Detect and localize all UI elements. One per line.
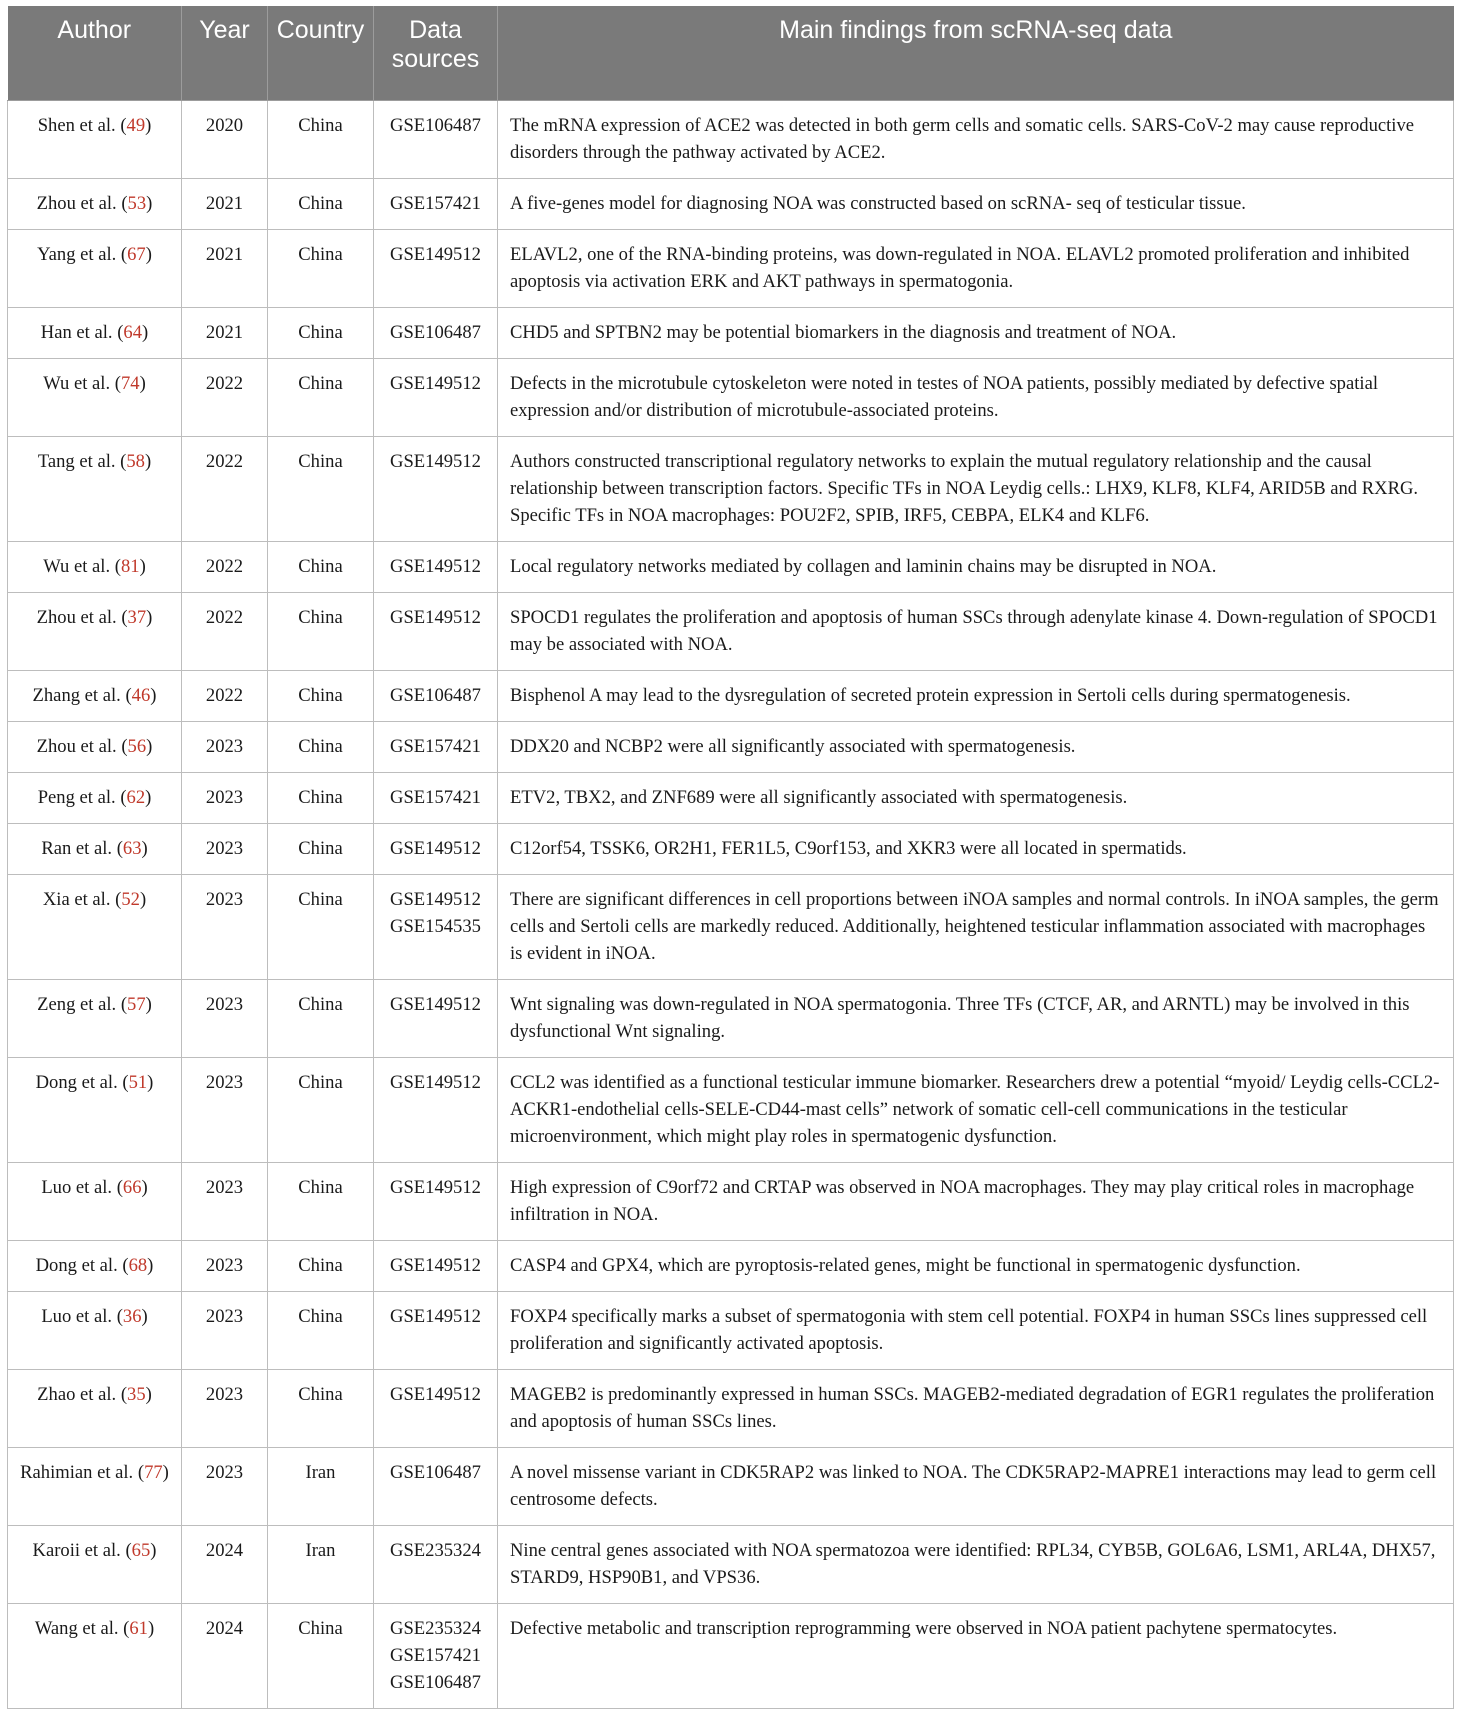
findings-cell: High expression of C9orf72 and CRTAP was observed in NOA macrophages. They may play critical roles in macrophage infiltration in NOA. <box>498 1163 1454 1241</box>
table-row <box>8 230 1454 308</box>
reference-link[interactable]: 56 <box>127 736 147 757</box>
findings-cell: There are significant differences in cell proportions between iNOA samples and normal controls. In iNOA samples, the germ cells and Sertoli cells are markedly reduced. Additionally, heightened testicular inflammation associated with macrophages is evident in iNOA. <box>498 875 1454 980</box>
author-cell: Rahimian et al. (77) <box>8 1448 182 1526</box>
data-source-id: GSE149512 <box>390 373 481 394</box>
findings-cell: FOXP4 specifically marks a subset of spermatogonia with stem cell potential. FOXP4 in human SSCs lines suppressed cell proliferation and significantly activated apoptosis. <box>498 1292 1454 1370</box>
data-sources-cell <box>374 437 498 542</box>
author-name: Zhou et al. <box>36 193 117 214</box>
author-name: Zhao et al. <box>37 1384 117 1405</box>
scrna-seq-findings-table <box>7 6 1454 1709</box>
author-name: Luo et al. <box>41 1177 113 1198</box>
year-cell: 2022 <box>182 671 268 722</box>
reference-link[interactable]: 53 <box>127 193 147 214</box>
header-main-findings: Main findings from scRNA-seq data <box>498 6 1454 101</box>
reference-link[interactable]: 63 <box>122 838 142 859</box>
reference-link[interactable]: 77 <box>144 1462 163 1483</box>
data-source-id: GSE149512 <box>390 556 481 577</box>
data-sources-cell <box>374 1292 498 1370</box>
year-cell: 2022 <box>182 542 268 593</box>
year-cell: 2023 <box>182 875 268 980</box>
reference-link[interactable]: 74 <box>120 373 140 394</box>
author-cell: Luo et al. (66) <box>8 1163 182 1241</box>
table-row <box>8 359 1454 437</box>
reference-link[interactable]: 68 <box>128 1255 148 1276</box>
reference-link[interactable]: 65 <box>131 1540 151 1561</box>
data-sources-cell <box>374 101 498 179</box>
findings-cell: ELAVL2, one of the RNA-binding proteins, was down-regulated in NOA. ELAVL2 promoted proliferation and inhibited apoptosis via activation ERK and AKT pathways in spermatogonia. <box>498 230 1454 308</box>
year-cell: 2023 <box>182 980 268 1058</box>
country-cell: China <box>268 1370 374 1448</box>
country-cell: Iran <box>268 1448 374 1526</box>
country-cell: China <box>268 1292 374 1370</box>
header-year: Year <box>182 6 268 101</box>
data-source-id: GSE106487 <box>390 1462 481 1483</box>
findings-cell: CHD5 and SPTBN2 may be potential biomarkers in the diagnosis and treatment of NOA. <box>498 308 1454 359</box>
country-cell: China <box>268 722 374 773</box>
table-row <box>8 437 1454 542</box>
author-name: Zhou et al. <box>36 736 117 757</box>
author-cell: Dong et al. (68) <box>8 1241 182 1292</box>
author-name: Dong et al. <box>35 1072 118 1093</box>
findings-cell: A five-genes model for diagnosing NOA was constructed based on scRNA- seq of testicular tissue. <box>498 179 1454 230</box>
author-cell: Tang et al. (58) <box>8 437 182 542</box>
author-cell: Zhou et al. (56) <box>8 722 182 773</box>
findings-cell: Bisphenol A may lead to the dysregulation of secreted protein expression in Sertoli cells during spermatogenesis. <box>498 671 1454 722</box>
table-row <box>8 1058 1454 1163</box>
year-cell: 2024 <box>182 1526 268 1604</box>
data-sources-cell <box>374 1370 498 1448</box>
data-sources-cell <box>374 593 498 671</box>
data-source-id: GSE149512 <box>390 889 481 910</box>
findings-cell: Local regulatory networks mediated by collagen and laminin chains may be disrupted in NOA. <box>498 542 1454 593</box>
country-cell: China <box>268 230 374 308</box>
country-cell: China <box>268 359 374 437</box>
header-author: Author <box>8 6 182 101</box>
author-cell: Zhao et al. (35) <box>8 1370 182 1448</box>
reference-link[interactable]: 35 <box>127 1384 146 1405</box>
data-source-id: GSE157421 <box>390 787 481 808</box>
author-name: Zhang et al. <box>32 685 121 706</box>
author-cell: Zhou et al. (37) <box>8 593 182 671</box>
reference-link[interactable]: 49 <box>126 115 146 136</box>
findings-cell: A novel missense variant in CDK5RAP2 was linked to NOA. The CDK5RAP2-MAPRE1 interactions may lead to germ cell centrosome defects. <box>498 1448 1454 1526</box>
year-cell: 2023 <box>182 1448 268 1526</box>
data-source-id: GSE149512 <box>390 994 481 1015</box>
author-name: Peng et al. <box>37 787 116 808</box>
data-source-id: GSE149512 <box>390 1177 481 1198</box>
author-name: Zhou et al. <box>36 607 117 628</box>
author-cell: Wu et al. (74) <box>8 359 182 437</box>
reference-link[interactable]: 67 <box>127 244 146 265</box>
data-sources-cell <box>374 1163 498 1241</box>
author-name: Wu et al. <box>43 373 111 394</box>
table-row <box>8 773 1454 824</box>
author-name: Ran et al. <box>41 838 113 859</box>
country-cell: China <box>268 1604 374 1709</box>
data-sources-cell <box>374 1604 498 1709</box>
author-cell: Zhang et al. (46) <box>8 671 182 722</box>
data-source-id: GSE235324 <box>390 1540 481 1561</box>
table-row <box>8 722 1454 773</box>
data-source-id: GSE149512 <box>390 1255 481 1276</box>
data-source-id: GSE154535 <box>390 916 481 937</box>
author-cell: Shen et al. (49) <box>8 101 182 179</box>
data-source-id: GSE157421 <box>390 1645 481 1666</box>
country-cell: China <box>268 593 374 671</box>
table-row <box>8 671 1454 722</box>
data-sources-cell <box>374 671 498 722</box>
header-data-sources: Data sources <box>374 6 498 101</box>
year-cell: 2024 <box>182 1604 268 1709</box>
country-cell: China <box>268 773 374 824</box>
reference-link[interactable]: 64 <box>123 322 142 343</box>
header-row <box>8 6 1454 101</box>
table-body <box>8 101 1454 1709</box>
country-cell: China <box>268 308 374 359</box>
author-cell: Ran et al. (63) <box>8 824 182 875</box>
findings-cell: C12orf54, TSSK6, OR2H1, FER1L5, C9orf153, and XKR3 were all located in spermatids. <box>498 824 1454 875</box>
table-row <box>8 1526 1454 1604</box>
year-cell: 2023 <box>182 773 268 824</box>
reference-link[interactable]: 37 <box>127 607 147 628</box>
year-cell: 2023 <box>182 1241 268 1292</box>
data-sources-cell <box>374 1526 498 1604</box>
year-cell: 2022 <box>182 359 268 437</box>
year-cell: 2022 <box>182 593 268 671</box>
year-cell: 2023 <box>182 1292 268 1370</box>
year-cell: 2020 <box>182 101 268 179</box>
country-cell: China <box>268 542 374 593</box>
reference-link[interactable]: 36 <box>122 1306 142 1327</box>
table-row <box>8 101 1454 179</box>
findings-cell: ETV2, TBX2, and ZNF689 were all significantly associated with spermatogenesis. <box>498 773 1454 824</box>
findings-cell: MAGEB2 is predominantly expressed in human SSCs. MAGEB2-mediated degradation of EGR1 regulates the proliferation and apoptosis of human SSCs lines. <box>498 1370 1454 1448</box>
data-sources-cell <box>374 875 498 980</box>
findings-cell: The mRNA expression of ACE2 was detected in both germ cells and somatic cells. SARS-CoV-2 may cause reproductive disorders through the pathway activated by ACE2. <box>498 101 1454 179</box>
data-source-id: GSE149512 <box>390 1072 481 1093</box>
data-sources-cell <box>374 179 498 230</box>
data-source-id: GSE149512 <box>390 451 481 472</box>
year-cell: 2023 <box>182 1370 268 1448</box>
findings-cell: CASP4 and GPX4, which are pyroptosis-related genes, might be functional in spermatogenic dysfunction. <box>498 1241 1454 1292</box>
data-source-id: GSE106487 <box>390 685 481 706</box>
author-cell: Xia et al. (52) <box>8 875 182 980</box>
reference-link[interactable]: 62 <box>126 787 146 808</box>
data-source-id: GSE149512 <box>390 244 481 265</box>
author-cell: Luo et al. (36) <box>8 1292 182 1370</box>
table-row <box>8 593 1454 671</box>
table-row <box>8 1292 1454 1370</box>
author-cell: Han et al. (64) <box>8 308 182 359</box>
year-cell: 2021 <box>182 179 268 230</box>
country-cell: China <box>268 1163 374 1241</box>
data-sources-cell <box>374 722 498 773</box>
year-cell: 2023 <box>182 1163 268 1241</box>
data-source-id: GSE106487 <box>390 1672 481 1693</box>
reference-link[interactable]: 52 <box>121 889 140 910</box>
author-name: Karoii et al. <box>32 1540 121 1561</box>
year-cell: 2021 <box>182 308 268 359</box>
data-sources-cell <box>374 980 498 1058</box>
year-cell: 2023 <box>182 1058 268 1163</box>
reference-link[interactable]: 58 <box>126 451 145 472</box>
data-source-id: GSE149512 <box>390 607 481 628</box>
author-cell: Zhou et al. (53) <box>8 179 182 230</box>
findings-cell: Defective metabolic and transcription reprogramming were observed in NOA patient pachytene spermatocytes. <box>498 1604 1454 1709</box>
data-sources-cell <box>374 824 498 875</box>
table-header <box>8 6 1454 101</box>
author-cell: Zeng et al. (57) <box>8 980 182 1058</box>
table-row <box>8 824 1454 875</box>
data-source-id: GSE106487 <box>390 322 481 343</box>
reference-link[interactable]: 81 <box>120 556 140 577</box>
findings-cell: Authors constructed transcriptional regulatory networks to explain the mutual regulatory relationship and the causal relationship between transcription factors. Specific TFs in NOA Leydig cells.: LHX9, KLF8, KLF4, ARID5B and RXRG. Specific TFs in NOA macrophages: POU2F2, SPIB, IRF5, CEBPA, ELK4 and KLF6. <box>498 437 1454 542</box>
author-name: Luo et al. <box>41 1306 113 1327</box>
data-sources-cell <box>374 542 498 593</box>
country-cell: China <box>268 671 374 722</box>
table-row <box>8 308 1454 359</box>
author-cell: Wang et al. (61) <box>8 1604 182 1709</box>
data-sources-cell <box>374 230 498 308</box>
data-source-id: GSE149512 <box>390 1384 481 1405</box>
table-row <box>8 875 1454 980</box>
data-source-id: GSE235324 <box>390 1618 481 1639</box>
reference-link[interactable]: 51 <box>128 1072 148 1093</box>
country-cell: China <box>268 1241 374 1292</box>
table-row <box>8 980 1454 1058</box>
author-name: Zeng et al. <box>37 994 117 1015</box>
author-cell: Yang et al. (67) <box>8 230 182 308</box>
country-cell: China <box>268 437 374 542</box>
country-cell: China <box>268 179 374 230</box>
author-name: Wang et al. <box>34 1618 119 1639</box>
table-row <box>8 542 1454 593</box>
author-cell: Wu et al. (81) <box>8 542 182 593</box>
author-name: Dong et al. <box>35 1255 118 1276</box>
author-cell: Karoii et al. (65) <box>8 1526 182 1604</box>
data-source-id: GSE157421 <box>390 736 481 757</box>
data-sources-cell <box>374 1241 498 1292</box>
data-source-id: GSE106487 <box>390 115 481 136</box>
data-sources-cell <box>374 359 498 437</box>
table-row <box>8 1163 1454 1241</box>
header-country: Country <box>268 6 374 101</box>
author-cell: Peng et al. (62) <box>8 773 182 824</box>
year-cell: 2023 <box>182 722 268 773</box>
author-cell: Dong et al. (51) <box>8 1058 182 1163</box>
author-name: Wu et al. <box>43 556 111 577</box>
table-row <box>8 1370 1454 1448</box>
author-name: Tang et al. <box>37 451 116 472</box>
data-source-id: GSE149512 <box>390 838 481 859</box>
year-cell: 2022 <box>182 437 268 542</box>
reference-link[interactable]: 61 <box>129 1618 148 1639</box>
country-cell: China <box>268 875 374 980</box>
data-sources-cell <box>374 773 498 824</box>
findings-cell: SPOCD1 regulates the proliferation and apoptosis of human SSCs through adenylate kinase 4. Down-regulation of SPOCD1 may be associated with NOA. <box>498 593 1454 671</box>
year-cell: 2021 <box>182 230 268 308</box>
data-sources-cell <box>374 308 498 359</box>
findings-cell: Nine central genes associated with NOA spermatozoa were identified: RPL34, CYB5B, GOL6A6, LSM1, ARL4A, DHX57, STARD9, HSP90B1, and VPS36. <box>498 1526 1454 1604</box>
data-sources-cell <box>374 1448 498 1526</box>
findings-cell: CCL2 was identified as a functional testicular immune biomarker. Researchers drew a potential “myoid/ Leydig cells-CCL2-ACKR1-endothelial cells-SELE-CD44-mast cells” network of somatic cell-cell communications in the testicular microenvironment, which might play roles in spermatogenic dysfunction. <box>498 1058 1454 1163</box>
data-source-id: GSE149512 <box>390 1306 481 1327</box>
author-name: Rahimian et al. <box>20 1462 134 1483</box>
table-row <box>8 1604 1454 1709</box>
author-name: Shen et al. <box>37 115 116 136</box>
table-row <box>8 1448 1454 1526</box>
year-cell: 2023 <box>182 824 268 875</box>
country-cell: China <box>268 980 374 1058</box>
findings-cell: Defects in the microtubule cytoskeleton were noted in testes of NOA patients, possibly mediated by defective spatial expression and/or distribution of microtubule-associated proteins. <box>498 359 1454 437</box>
country-cell: China <box>268 101 374 179</box>
country-cell: China <box>268 1058 374 1163</box>
author-name: Han et al. <box>40 322 113 343</box>
data-source-id: GSE157421 <box>390 193 481 214</box>
reference-link[interactable]: 57 <box>127 994 146 1015</box>
table-row <box>8 179 1454 230</box>
reference-link[interactable]: 66 <box>122 1177 142 1198</box>
table-row <box>8 1241 1454 1292</box>
country-cell: Iran <box>268 1526 374 1604</box>
author-name: Xia et al. <box>42 889 111 910</box>
findings-cell: DDX20 and NCBP2 were all significantly associated with spermatogenesis. <box>498 722 1454 773</box>
findings-cell: Wnt signaling was down-regulated in NOA spermatogonia. Three TFs (CTCF, AR, and ARNTL) may be involved in this dysfunctional Wnt signaling. <box>498 980 1454 1058</box>
findings-table-wrapper <box>7 6 1453 1709</box>
data-sources-cell <box>374 1058 498 1163</box>
reference-link[interactable]: 46 <box>131 685 151 706</box>
author-name: Yang et al. <box>37 244 117 265</box>
country-cell: China <box>268 824 374 875</box>
